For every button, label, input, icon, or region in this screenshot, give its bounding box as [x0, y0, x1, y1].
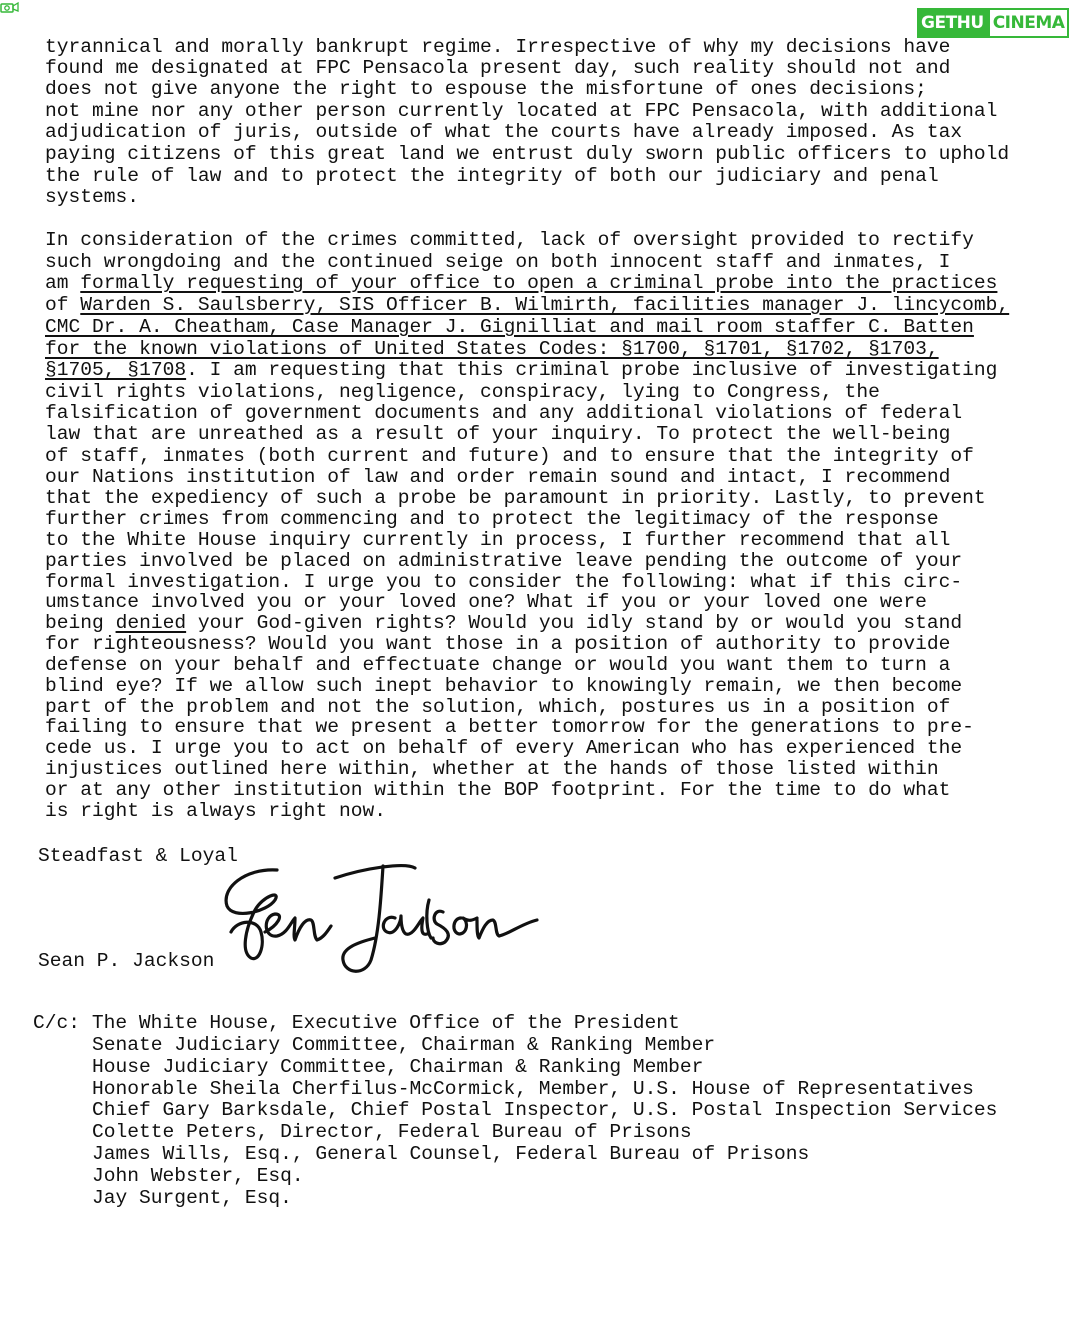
- text-line: does not give anyone the right to espouse the misfortune of ones decisions;: [45, 78, 927, 100]
- text-line: to the White House inquiry currently in process, I further recommend that all: [45, 529, 951, 551]
- underlined-denied: denied: [115, 612, 187, 634]
- cc-recipient: The White House, Executive Office of the President: [91, 1012, 680, 1034]
- text-line: part of the problem and not the solution, which, postures us in a position of: [45, 696, 951, 718]
- text-line: [45, 295, 1009, 316]
- text-line: [45, 613, 962, 634]
- text-line: blind eye? If we allow such inept behavior to knowingly remain, we then become: [45, 675, 963, 697]
- cc-line: [33, 1013, 680, 1034]
- cc-recipient: Colette Peters, Director, Federal Bureau of Prisons: [92, 1121, 692, 1143]
- text-run: of: [45, 294, 81, 316]
- text-line: for righteousness? Would you want those in a position of authority to provide: [45, 633, 951, 655]
- cc-recipient: John Webster, Esq.: [92, 1165, 304, 1187]
- underlined-codes: for the known violations of United States Codes: §1700, §1701, §1702, §1703,: [45, 338, 939, 360]
- text-line: [45, 360, 997, 381]
- text-line: systems.: [45, 186, 140, 208]
- underlined-request: formally requesting of your office to open a criminal probe into the practices: [80, 272, 998, 294]
- text-line: that the expediency of such a probe be paramount in priority. Lastly, to prevent: [45, 487, 986, 509]
- text-line: civil rights violations, negligence, conspiracy, lying to Congress, the: [45, 381, 880, 403]
- cc-recipient: Honorable Sheila Cherfilus-McCormick, Member, U.S. House of Representatives: [92, 1078, 974, 1100]
- text-line: umstance involved you or your loved one? What if you or your loved one were: [45, 591, 927, 613]
- text-line: failing to ensure that we present a better tomorrow for the generations to pre-: [45, 716, 974, 738]
- text-line: of staff, inmates (both current and future) and to ensure that the integrity of: [45, 445, 974, 467]
- text-line: cede us. I urge you to act on behalf of every American who has experienced the: [45, 737, 963, 759]
- camera-icon: [0, 1, 20, 13]
- text-line: further crimes from commencing and to protect the legitimacy of the response: [45, 508, 939, 530]
- text-run: being: [45, 612, 116, 634]
- cc-recipient: Senate Judiciary Committee, Chairman & Ranking Member: [92, 1034, 716, 1056]
- text-line: found me designated at FPC Pensacola present day, such reality should not and: [45, 57, 951, 79]
- text-line: falsification of government documents and any additional violations of federal: [45, 402, 963, 424]
- cc-recipient: House Judiciary Committee, Chairman & Ranking Member: [92, 1056, 704, 1078]
- text-line: the rule of law and to protect the integrity of both our judiciary and penal: [45, 165, 939, 187]
- gethu-cinema-logo: [917, 8, 1067, 38]
- text-line: adjudication of juris, outside of what the courts have already imposed. As tax: [45, 121, 963, 143]
- text-run: your God-given rights? Would you idly stand by or would you stand: [186, 612, 963, 634]
- underlined-names: Warden S. Saulsberry, SIS Officer B. Wilmirth, facilities manager J. lincycomb,: [80, 294, 1010, 316]
- handwritten-signature: [215, 848, 545, 980]
- text-line: our Nations institution of law and order remain sound and intact, I recommend: [45, 466, 951, 488]
- logo-part-1: GETHU: [917, 8, 988, 38]
- underlined-names: CMC Dr. A. Cheatham, Case Manager J. Gignilliat and mail room staffer C. Batten: [45, 316, 974, 338]
- text-line: [45, 339, 939, 360]
- text-run: am: [45, 272, 81, 294]
- cc-recipient: James Wills, Esq., General Counsel, Federal Bureau of Prisons: [92, 1143, 810, 1165]
- cc-recipient: Chief Gary Barksdale, Chief Postal Inspector, U.S. Postal Inspection Services: [92, 1099, 998, 1121]
- logo-part-2: CINEMA: [988, 8, 1070, 38]
- text-line: injustices outlined here within, whether at the hands of those listed within: [45, 758, 939, 780]
- text-line: is right is always right now.: [45, 800, 386, 822]
- text-line: In consideration of the crimes committed, lack of oversight provided to rectify: [45, 229, 974, 251]
- salutation: Steadfast & Loyal: [38, 845, 238, 867]
- text-line: parties involved be placed on administrative leave pending the outcome of your: [45, 550, 963, 572]
- cc-recipient: Jay Surgent, Esq.: [92, 1187, 292, 1209]
- text-run: . I am requesting that this criminal probe inclusive of investigating: [186, 359, 998, 381]
- text-line: paying citizens of this great land we entrust duly sworn public officers to uphold: [45, 143, 1010, 165]
- text-line: or at any other institution within the BOP footprint. For the time to do what: [45, 779, 951, 801]
- text-line: law that are unreathed as a result of your inquiry. To protect the well-being: [45, 423, 951, 445]
- text-line: such wrongdoing and the continued seige on both innocent staff and inmates, I: [45, 251, 951, 273]
- text-line: [45, 273, 997, 294]
- text-line: defense on your behalf and effectuate change or would you want them to turn a: [45, 654, 951, 676]
- text-line: not mine nor any other person currently located at FPC Pensacola, with additional: [45, 100, 998, 122]
- signer-name: Sean P. Jackson: [38, 950, 215, 972]
- text-line: tyrannical and morally bankrupt regime. Irrespective of why my decisions have: [45, 36, 951, 58]
- text-line: formal investigation. I urge you to consider the following: what if this circ-: [45, 571, 963, 593]
- underlined-codes: §1705, §1708: [45, 359, 187, 381]
- cc-label: C/c:: [33, 1012, 81, 1034]
- text-line: [45, 317, 974, 338]
